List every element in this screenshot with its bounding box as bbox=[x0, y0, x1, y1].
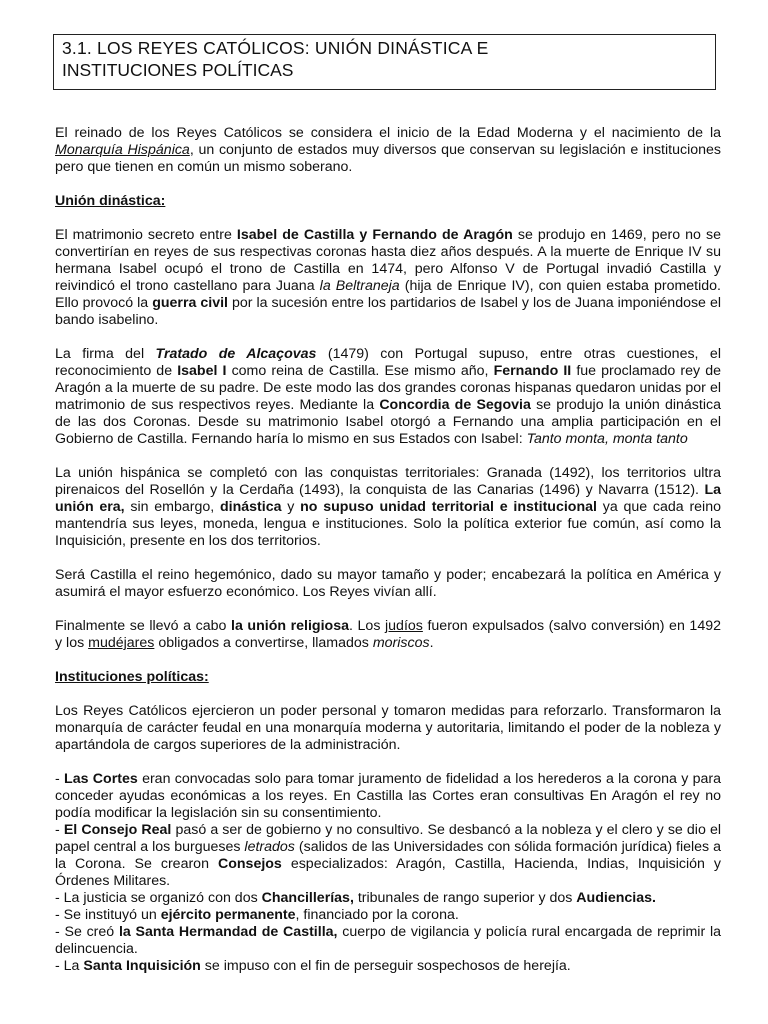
bold-text: Consejos bbox=[217, 856, 282, 872]
bold-text: Isabel de Castilla y Fernando de Aragón bbox=[236, 227, 513, 243]
bold-text: La unión era, bbox=[55, 482, 721, 515]
bold-text: la unión religiosa bbox=[231, 618, 349, 634]
intro-text: El reinado de los Reyes Católicos se considera el inicio de la Edad Moderna y el nacimiento de la bbox=[55, 125, 721, 141]
text: sin embargo, bbox=[124, 499, 220, 515]
text: La unión hispánica se completó con las conquistas territoriales: Granada (1492), los territorios ultra pirenaicos del Rosellón y la Cerdaña (1493), la conquista de las Canarias (1496) y Navarra (1512). bbox=[55, 465, 721, 498]
text: . bbox=[429, 635, 434, 651]
bold-text: dinástica bbox=[220, 499, 282, 515]
italic-text: la Beltraneja bbox=[319, 278, 400, 294]
section-heading-instituciones: Instituciones políticas: bbox=[55, 669, 209, 685]
text: obligados a convertirse, llamados bbox=[154, 635, 373, 651]
underlined-text: judíos bbox=[385, 618, 423, 634]
text: cuerpo de vigilancia y policía rural encargada de reprimir la delincuencia. bbox=[55, 924, 721, 957]
list-item-santa-hermandad bbox=[55, 924, 721, 958]
underlined-text: mudéjares bbox=[88, 635, 155, 651]
bold-text: Audiencias. bbox=[576, 890, 656, 906]
bold-text: El Consejo Real bbox=[63, 822, 172, 838]
text: (1479) con Portugal supuso, entre otras cuestiones, el reconocimiento de bbox=[55, 346, 721, 379]
bold-text: la Santa Hermandad de Castilla, bbox=[118, 924, 338, 940]
paragraph-castilla: Será Castilla el reino hegemónico, dado su mayor tamaño y poder; encabezará la política en América y asumirá el mayor esfuerzo económico. Los Reyes vivían allí. bbox=[55, 567, 721, 600]
document-body bbox=[55, 125, 721, 975]
text: - Se creó bbox=[55, 924, 119, 940]
intro-text-end: , un conjunto de estados muy diversos que conservan su legislación e instituciones pero que tienen en común un mismo soberano. bbox=[55, 142, 721, 175]
text: tribunales de rango superior y dos bbox=[353, 890, 577, 906]
text: Finalmente se llevó a cabo bbox=[55, 618, 231, 634]
section-heading-union-dinastica: Unión dinástica: bbox=[55, 193, 166, 209]
bold-text: no supuso unidad territorial e institucional bbox=[300, 499, 597, 515]
document-title-line-1: 3.1. LOS REYES CATÓLICOS: UNIÓN DINÁSTICA E bbox=[62, 38, 489, 58]
bold-text: Concordia de Segovia bbox=[379, 397, 531, 413]
text: - La bbox=[55, 958, 84, 974]
bold-text: Isabel I bbox=[177, 363, 227, 379]
paragraph-tratado bbox=[55, 346, 721, 448]
text: y bbox=[281, 499, 301, 515]
text: - bbox=[55, 822, 64, 838]
text: especializados: Aragón, Castilla, Hacienda, Indias, Inquisición y Órdenes Militares. bbox=[55, 856, 721, 889]
text: (salidos de las Universidades con sólida formación jurídica) fieles a la Corona. Se crearon bbox=[55, 839, 721, 872]
monarquia-hispanica-link[interactable]: Monarquía Hispánica bbox=[55, 142, 190, 158]
text: fueron expulsados (salvo conversión) en 1492 y los bbox=[55, 618, 721, 651]
text: ya que cada reino mantendría sus leyes, moneda, lengua e instituciones. Solo la política exterior fue común, así como la Inquisición, presente en los dos territorios. bbox=[55, 499, 721, 549]
bold-italic-text: Tratado de Alcaçovas bbox=[155, 346, 317, 362]
text: (hija de Enrique IV), con quien estaba prometido. Ello provocó la bbox=[55, 278, 722, 311]
text: . Los bbox=[349, 618, 386, 634]
document-title-line-2: INSTITUCIONES POLÍTICAS bbox=[62, 60, 294, 80]
bold-text: Fernando II bbox=[493, 363, 572, 379]
paragraph-conquistas bbox=[55, 465, 721, 550]
text: se produjo en 1469, pero no se convertirían en reyes de sus respectivas coronas hasta diez años después. A la muerte de Enrique IV su hermana Isabel ocupó el trono de Castilla en 1474, pero Alfonso V de Portugal invadió Castilla y reivindicó el trono castellano para Juana bbox=[55, 227, 721, 294]
italic-text: moriscos bbox=[372, 635, 430, 651]
bold-text: Chancillerías, bbox=[261, 890, 354, 906]
text: - Se instituyó un bbox=[55, 907, 161, 923]
text: eran convocadas solo para tomar juramento de fidelidad a los herederos a la corona y para conceder ayudas económicas a los reyes. En Castilla las Cortes eran consultivas En Aragón el rey no podía modificar la legislación sin su consentimiento. bbox=[55, 771, 721, 821]
text: se produjo la unión dinástica de las dos Coronas. Desde su matrimonio Isabel otorgó a Fernando una amplia participación en el Gobierno de Castilla. Fernando haría lo mismo en sus Estados con Isabel: bbox=[55, 397, 721, 447]
text: La firma del bbox=[55, 346, 156, 362]
list-item-inquisicion bbox=[55, 958, 721, 975]
italic-text: Tanto monta, monta tanto bbox=[526, 431, 688, 447]
intro-paragraph bbox=[55, 125, 721, 176]
text: pasó a ser de gobierno y no consultivo. Se desbancó a la nobleza y el clero y se dio el papel central a los burgueses bbox=[55, 822, 721, 855]
text: El matrimonio secreto entre bbox=[55, 227, 237, 243]
text: - bbox=[55, 771, 65, 787]
list-item-cortes bbox=[55, 771, 721, 822]
bold-text: Las Cortes bbox=[64, 771, 138, 787]
italic-text: letrados bbox=[244, 839, 295, 855]
text: por la sucesión entre los partidarios de Isabel y los de Juana imponiéndose el bando isabelino. bbox=[55, 295, 722, 328]
list-item-consejo-real bbox=[55, 822, 721, 890]
title-box bbox=[53, 34, 716, 90]
list-item-justicia bbox=[55, 890, 721, 907]
paragraph-matrimonio bbox=[55, 227, 721, 329]
bold-text: ejército permanente bbox=[160, 907, 296, 923]
text: fue proclamado rey de Aragón a la muerte de su padre. De este modo las dos grandes coronas hispanas quedaron unidas por el matrimonio de sus respectivos reyes. Mediante la bbox=[55, 363, 721, 413]
paragraph-union-religiosa bbox=[55, 618, 721, 652]
text: - La justicia se organizó con dos bbox=[55, 890, 262, 906]
list-item-ejercito bbox=[55, 907, 721, 924]
bold-text: Santa Inquisición bbox=[83, 958, 201, 974]
text: como reina de Castilla. Ese mismo año, bbox=[226, 363, 494, 379]
paragraph-poder-personal: Los Reyes Católicos ejercieron un poder personal y tomaron medidas para reforzarlo. Transformaron la monarquía de carácter feudal en una monarquía moderna y autoritaria, limitando el poder de la nobleza y apartándola de cargos superiores de la administración. bbox=[55, 703, 721, 753]
text: se impuso con el fin de perseguir sospechosos de herejía. bbox=[200, 958, 571, 974]
text: , financiado por la corona. bbox=[295, 907, 459, 923]
bold-text: guerra civil bbox=[152, 295, 228, 311]
